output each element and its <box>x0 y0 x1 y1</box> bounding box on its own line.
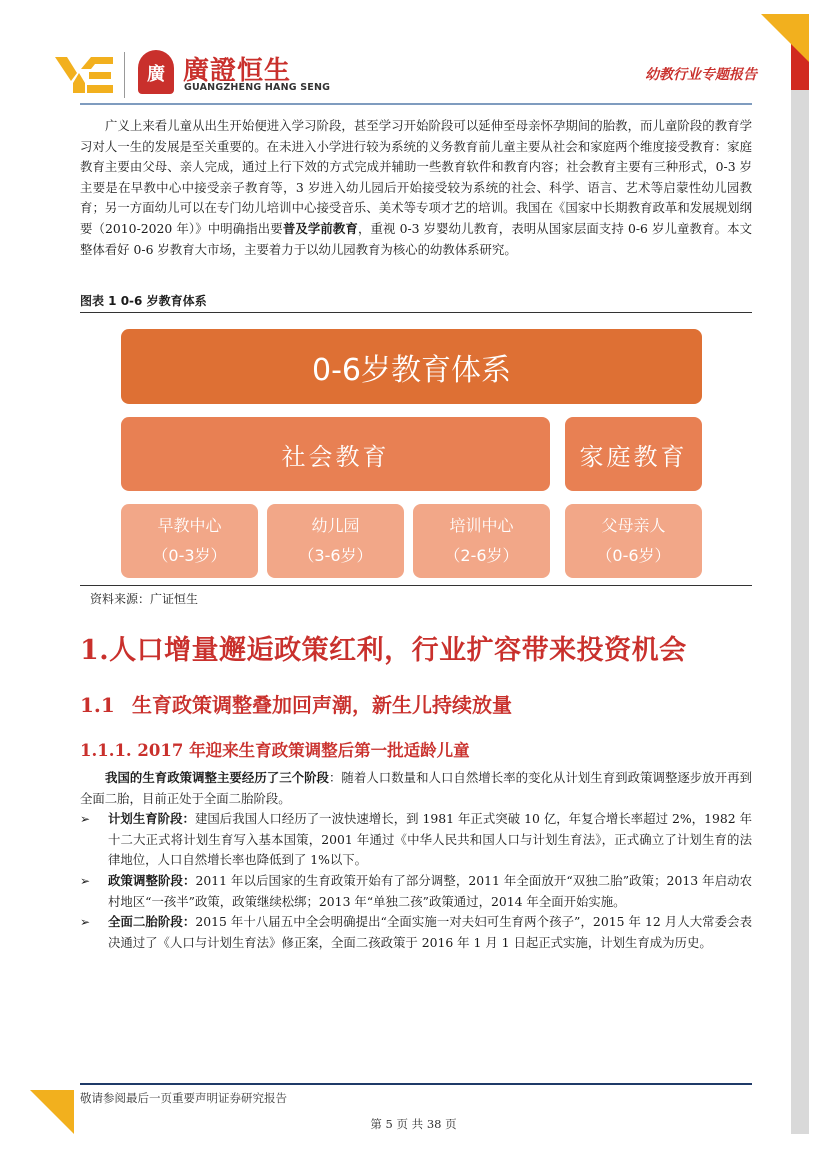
lead-bold: 我国的生育政策调整主要经历了三个阶段 <box>105 770 329 785</box>
figure-top-rule <box>80 312 752 313</box>
figure-bottom-rule <box>80 585 752 586</box>
section-heading-1-1-1: 1.1.1. 2017 年迎来生育政策调整后第一批适龄儿童 <box>80 741 470 760</box>
intro-text-bold: 普及学前教育 <box>282 220 358 236</box>
arrow-bullet-icon: ➢ <box>80 812 91 827</box>
footer-disclaimer: 敬请参阅最后一页重要声明证券研究报告 <box>80 1091 287 1105</box>
list-item <box>80 912 752 953</box>
lead-rest: ：随着人口数量和人口自然增长率的变化从计划生育到政策调整逐步放开再到全面二胎，目前正处于全面二胎阶段。 <box>80 770 753 806</box>
footer-divider <box>80 1083 752 1085</box>
lead-paragraph <box>80 768 752 809</box>
ye-logo-icon <box>55 55 113 95</box>
item-title: 全面二胎阶段： <box>108 914 196 930</box>
diagram-social-box: 社会教育 <box>121 417 550 491</box>
heading-number: 1.1 <box>80 693 115 717</box>
corner-triangle-top <box>761 14 809 62</box>
item-title: 政策调整阶段： <box>108 872 196 888</box>
sub-box-age: （2-6岁） <box>444 546 519 565</box>
sub-box-age: （0-6岁） <box>596 546 671 565</box>
item-title: 计划生育阶段： <box>108 811 195 827</box>
diagram-sub-box-kindergarten <box>267 504 404 578</box>
intro-paragraph <box>80 116 752 260</box>
figure-caption: 图表 1 0-6 岁教育体系 <box>80 294 207 308</box>
sub-box-name: 培训中心 <box>449 516 514 535</box>
sub-box-name: 早教中心 <box>157 516 222 535</box>
company-name-en: GUANGZHENG HANG SENG <box>184 82 331 93</box>
company-name-cn: 廣證恒生 <box>183 56 292 86</box>
arrow-bullet-icon: ➢ <box>80 915 91 930</box>
figure-source: 资料来源：广证恒生 <box>90 592 199 606</box>
header-divider <box>80 103 752 105</box>
diagram-sub-box-training <box>413 504 550 578</box>
list-item <box>80 871 752 912</box>
list-item <box>80 809 752 871</box>
section-heading-1-1 <box>80 689 512 718</box>
arrow-bullet-icon: ➢ <box>80 873 91 888</box>
sub-box-age: （3-6岁） <box>298 546 373 565</box>
sub-box-age: （0-3岁） <box>152 546 227 565</box>
side-decoration-bar <box>791 14 809 1134</box>
diagram-root-box: 0-6岁教育体系 <box>121 329 702 404</box>
page-number: 第 5 页 共 38 页 <box>370 1117 457 1131</box>
item-text: 2011 年以后国家的生育政策开始有了部分调整，2011 年全面放开“双独二胎”政策；2013 年启动农村地区“一孩半”政策，政策继续松绑；2013 年“单独二孩”政策通过，2014 年全面开始实施。 <box>108 872 752 909</box>
diagram-sub-box-early-edu <box>121 504 258 578</box>
sub-box-name: 幼儿园 <box>311 516 360 535</box>
diagram-sub-box-parents <box>565 504 702 578</box>
item-text: 2015 年十八届五中全会明确提出“全面实施一对夫妇可生育两个孩子”，2015 年 12 月人大常委会表决通过了《人口与计划生育法》修正案，全面二孩政策于 2016 年 1 月 1 日起正式实施，计划生育成为历史。 <box>108 914 752 950</box>
logo-separator <box>124 52 125 98</box>
intro-text-a: 广义上来看儿童从出生开始便进入学习阶段，甚至学习开始阶段可以延伸至母亲怀孕期间的胎教，而儿童阶段的教育学习对人一生的发展是至关重要的。在未进入小学进行较为系统的义务教育前儿童主要从社会和家庭两个维度接受教育：家庭教育主要由父母、亲人完成，通过上行下效的方式完成并辅助一些教育软件和教育内容；社会教育主要有三种形式，0-3 岁主要是在早教中心中接受亲子教育等，3 岁进入幼儿园后开始接受较为系统的社会、科学、语言、艺术等启蒙性幼儿园教育；另一方面幼儿可以在专门幼儿培训中心接受音乐、美术等专项才艺的培训。我国在《国家中长期教育政革和发展规划纲要（2010-2020 年）》中明确指出要 <box>80 118 752 236</box>
heading-text: 生育政策调整叠加回声潮，新生儿持续放量 <box>132 693 512 717</box>
company-seal-icon: 廣 <box>138 50 174 94</box>
diagram-family-box: 家庭教育 <box>565 417 702 491</box>
sub-box-name: 父母亲人 <box>601 516 666 535</box>
report-type: 幼教行业专题报告 <box>645 67 757 83</box>
intro-text-b: ，重视 0-3 岁婴幼儿教育，表明从国家层面支持 0-6 岁儿童教育。本文整体看好 0-6 岁教育大市场，主要着力于以幼儿园教育为核心的幼教体系研究。 <box>80 220 752 257</box>
section-heading-1: 1.人口增量邂逅政策红利，行业扩容带来投资机会 <box>80 635 687 666</box>
item-text: 建国后我国人口经历了一波快速增长，到 1981 年正式突破 10 亿，年复合增长率超过 2%，1982 年十二大正式将计划生育写入基本国策，2001 年通过《中华人民共和国人口与计划生育法》，正式确立了计划生育的法律地位，人口自然增长率也降低到了 1%以下。 <box>108 811 753 868</box>
policy-stage-section <box>80 768 752 953</box>
